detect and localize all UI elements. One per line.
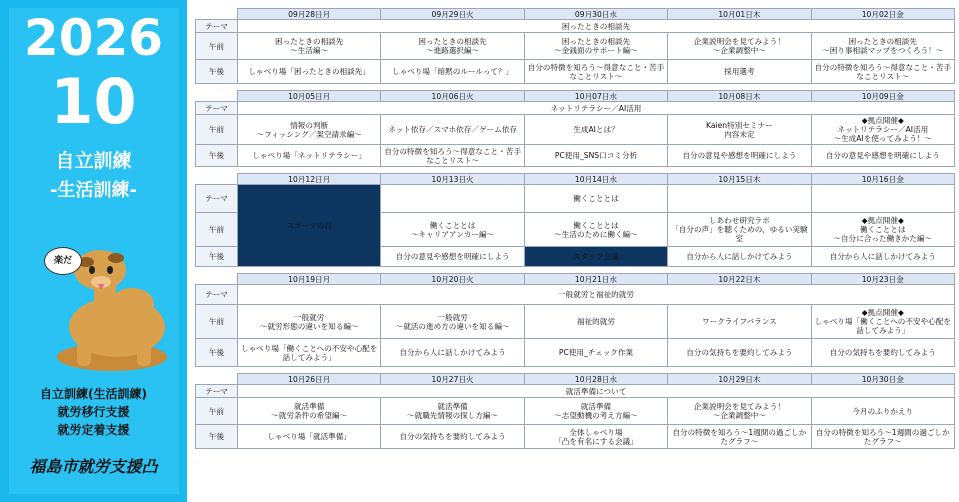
am-cell: 企業説明会を見てみよう！ ～企業調整中～ xyxy=(668,33,811,60)
am-cell: 一般就労 ～就労形態の違いを知る編～ xyxy=(238,305,381,339)
am-cell: 働くこととは ～キャリアアンカー編～ xyxy=(381,213,524,247)
am-cell: ワークライフバランス xyxy=(668,305,811,339)
pm-cell: スタッフ会議 xyxy=(524,247,667,267)
am-cell: ◆拠点開催◆ しゃべり場「働くことへの不安や心配を話してみよう」 xyxy=(811,305,954,339)
date-header: 10月08日木 xyxy=(668,91,811,102)
am-cell: 困ったときの相談先 ～進路選択編～ xyxy=(381,33,524,60)
pm-cell: 自分の意見や感想を明確にしよう xyxy=(668,145,811,167)
date-header: 10月28日水 xyxy=(524,374,667,385)
am-cell: 情報の判断 ～フィッシング／架空請求編～ xyxy=(238,115,381,145)
date-header: 10月14日水 xyxy=(524,174,667,185)
program-subtitle: -生活訓練- xyxy=(50,180,137,201)
pm-cell: しゃべり場「暗黙のルールって？」 xyxy=(381,60,524,84)
am-cell: しあわせ研究ラボ 「自分の声」を聴くための、ゆるい実験室 xyxy=(668,213,811,247)
office-name: 福島市就労支援凸 xyxy=(29,457,158,476)
am-cell: ◆拠点開催◆ ネットリテラシー／AI活用 ～生成AIを使ってみよう！～ xyxy=(811,115,954,145)
pm-cell: 自分から人に話しかけてみよう xyxy=(811,247,954,267)
pm-cell: 自分の特徴を知ろう～1週間の過ごしかたグラフ～ xyxy=(668,425,811,449)
pm-cell: 自分の意見や感想を明確にしよう xyxy=(811,145,954,167)
week-theme: 一般就労と福祉的就労 xyxy=(238,285,955,305)
date-header: 10月01日木 xyxy=(668,9,811,20)
week-table xyxy=(195,90,955,167)
speech-bubble: 楽だ xyxy=(44,247,82,275)
pm-cell: 自分の気持ちを要約してみよう xyxy=(668,339,811,367)
date-header: 10月29日木 xyxy=(668,374,811,385)
row-label-pm: 午後 xyxy=(196,425,238,449)
week-theme: 困ったときの相談先 xyxy=(238,20,955,33)
am-cell: Kaien特別セミナー 内容未定 xyxy=(668,115,811,145)
week-table xyxy=(195,373,955,449)
week-theme: 就活準備について xyxy=(238,385,955,398)
pm-cell: 採用選考 xyxy=(668,60,811,84)
date-header: 09月28日月 xyxy=(238,9,381,20)
date-header: 10月09日金 xyxy=(811,91,954,102)
date-header: 10月06日火 xyxy=(381,91,524,102)
am-cell: 企業説明会を見てみよう！ ～企業調整中～ xyxy=(668,398,811,425)
row-label-theme: テーマ xyxy=(196,20,238,33)
am-cell: 困ったときの相談先 ～金銭面のサポート編～ xyxy=(524,33,667,60)
pm-cell: 自分の特徴を知ろう～得意なこと・苦手なことリスト～ xyxy=(811,60,954,84)
week-table xyxy=(195,173,955,267)
year-label: 2026 xyxy=(23,9,164,67)
am-cell: 困ったときの相談先 ～困り事相談マップをつくろう！～ xyxy=(811,33,954,60)
am-cell: ネット依存／スマホ依存／ゲーム依存 xyxy=(381,115,524,145)
week-theme: ネットリテラシー／AI活用 xyxy=(238,102,955,115)
row-label-theme: テーマ xyxy=(196,285,238,305)
pm-cell: PC使用_チェック作業 xyxy=(524,339,667,367)
date-header: 10月15日木 xyxy=(668,174,811,185)
date-header: 09月29日火 xyxy=(381,9,524,20)
date-header: 10月20日火 xyxy=(381,274,524,285)
pm-cell: 自分の特徴を知ろう～得意なこと・苦手なことリスト～ xyxy=(381,145,524,167)
am-cell: 今月のふりかえり xyxy=(811,398,954,425)
am-cell: 就活準備 ～就職先情報の探し方編～ xyxy=(381,398,524,425)
date-header: 10月21日水 xyxy=(524,274,667,285)
service-3: 就労定着支援 xyxy=(57,423,130,437)
service-2: 就労移行支援 xyxy=(57,405,130,419)
sidebar xyxy=(0,0,187,502)
date-header: 10月05日月 xyxy=(238,91,381,102)
schedule-grid xyxy=(195,8,955,449)
month-label: 10 xyxy=(50,65,137,138)
pm-cell: 自分の特徴を知ろう～1週間の過ごしかたグラフ～ xyxy=(811,425,954,449)
date-header: 10月26日月 xyxy=(238,374,381,385)
date-header: 10月07日水 xyxy=(524,91,667,102)
am-cell: 福祉的就労 xyxy=(524,305,667,339)
row-label-theme: テーマ xyxy=(196,185,238,213)
row-label-am: 午前 xyxy=(196,305,238,339)
date-header: 10月16日金 xyxy=(811,174,954,185)
pm-cell: 自分の気持ちを要約してみよう xyxy=(811,339,954,367)
am-cell: 困ったときの相談先 ～生活編～ xyxy=(238,33,381,60)
row-label-pm: 午後 xyxy=(196,145,238,167)
am-cell: 働くこととは ～生活のために働く編～ xyxy=(524,213,667,247)
date-header: 10月23日金 xyxy=(811,274,954,285)
pm-cell: しゃべり場「働くことへの不安や心配を話してみよう」 xyxy=(238,339,381,367)
week-table xyxy=(195,273,955,367)
row-label-am: 午前 xyxy=(196,213,238,247)
row-label-pm: 午後 xyxy=(196,60,238,84)
row-label-pm: 午後 xyxy=(196,339,238,367)
date-header: 10月02日金 xyxy=(811,9,954,20)
row-label-am: 午前 xyxy=(196,398,238,425)
pm-cell: 全体しゃべり場 「凸を有名にする会議」 xyxy=(524,425,667,449)
row-label-theme: テーマ xyxy=(196,385,238,398)
pm-cell: 自分の気持ちを要約してみよう xyxy=(381,425,524,449)
am-cell: 就活準備 ～志望動機の考え方編～ xyxy=(524,398,667,425)
pm-cell: 自分の意見や感想を明確にしよう xyxy=(381,247,524,267)
date-header: 10月19日月 xyxy=(238,274,381,285)
pm-cell: PC使用_SNS口コミ分析 xyxy=(524,145,667,167)
date-header: 10月22日木 xyxy=(668,274,811,285)
service-1: 自立訓練(生活訓練) xyxy=(40,387,147,401)
date-header: 10月27日火 xyxy=(381,374,524,385)
am-cell: 就活準備 ～就労条件の希望編～ xyxy=(238,398,381,425)
pm-cell: 自分から人に話しかけてみよう xyxy=(668,247,811,267)
am-cell: 一般就労 ～就活の進め方の違いを知る編～ xyxy=(381,305,524,339)
am-cell: 生成AIとは？ xyxy=(524,115,667,145)
row-label-pm: 午後 xyxy=(196,247,238,267)
week-table xyxy=(195,8,955,84)
row-label-am: 午前 xyxy=(196,115,238,145)
holiday-cell: スポーツの日 xyxy=(238,185,381,267)
date-header: 10月12日月 xyxy=(238,174,381,185)
row-label-am: 午前 xyxy=(196,33,238,60)
week-theme: 働くこととは xyxy=(524,185,667,213)
date-header: 10月30日金 xyxy=(811,374,954,385)
program-title: 自立訓練 xyxy=(55,150,132,172)
pm-cell: しゃべり場「ネットリテラシー」 xyxy=(238,145,381,167)
pm-cell: しゃべり場「就活準備」 xyxy=(238,425,381,449)
pm-cell: しゃべり場「困ったときの相談先」 xyxy=(238,60,381,84)
pm-cell: 自分から人に話しかけてみよう xyxy=(381,339,524,367)
date-header: 10月13日火 xyxy=(381,174,524,185)
date-header: 09月30日水 xyxy=(524,9,667,20)
pm-cell: 自分の特徴を知ろう～得意なこと・苦手なことリスト～ xyxy=(524,60,667,84)
am-cell: ◆拠点開催◆ 働くこととは ～自分に合った働きかた編～ xyxy=(811,213,954,247)
row-label-theme: テーマ xyxy=(196,102,238,115)
